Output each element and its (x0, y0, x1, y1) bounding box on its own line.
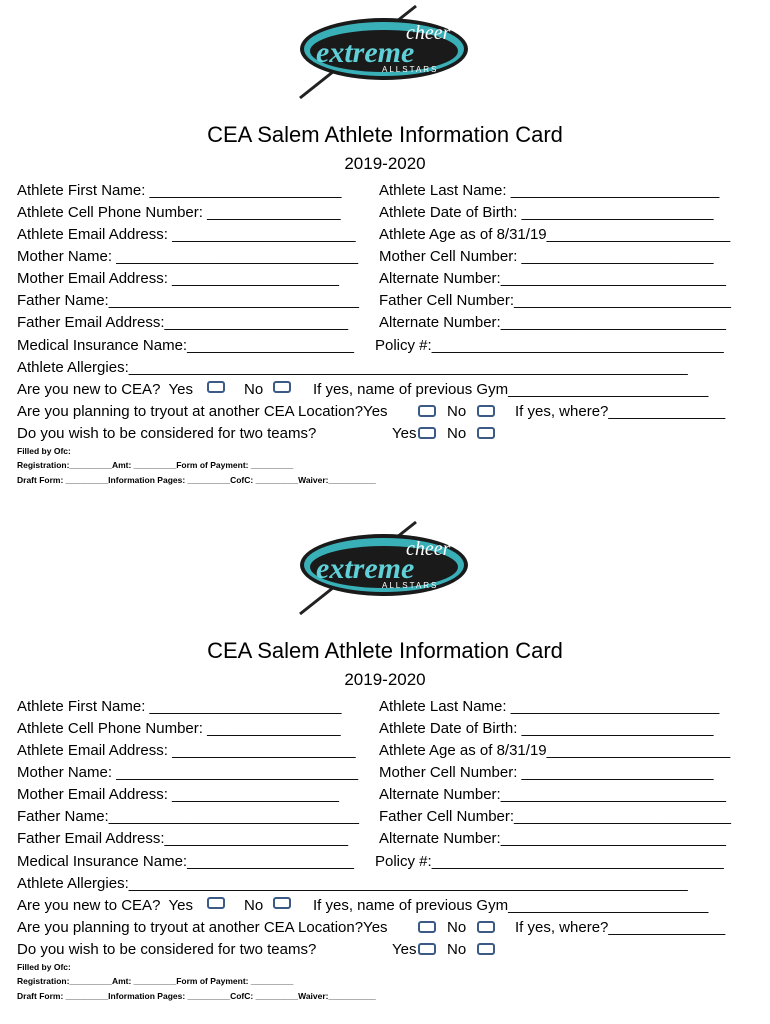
field-father-name[interactable]: Father Name:______________________________ (17, 808, 359, 825)
field-father-name[interactable]: Father Name:______________________________ (17, 292, 359, 309)
field-previous-gym[interactable]: If yes, name of previous Gym________________________ (313, 897, 709, 914)
field-tryout-where[interactable]: If yes, where?______________ (515, 403, 726, 420)
office-use-registration: Registration:_________Amt: _________Form of Payment: _________ (17, 976, 294, 986)
checkbox-tryout-no[interactable] (477, 921, 495, 933)
label-two-no: No (447, 941, 467, 958)
checkbox-new-yes[interactable] (207, 897, 225, 909)
field-father-email[interactable]: Father Email Address:______________________ (17, 314, 349, 331)
checkbox-two-yes[interactable] (418, 427, 436, 439)
label-new-no: No (244, 897, 264, 914)
field-father-cell[interactable]: Father Cell Number:__________________________ (379, 808, 731, 825)
label-two-yes: Yes (392, 425, 417, 442)
logo-word-cheer: cheer (406, 538, 451, 560)
field-mother-alternate[interactable]: Alternate Number:___________________________ (379, 270, 726, 287)
field-medical-insurance[interactable]: Medical Insurance Name:____________________ (17, 337, 354, 354)
office-use-heading: Filled by Ofc: (17, 446, 71, 456)
checkbox-new-yes[interactable] (207, 381, 225, 393)
cheer-extreme-logo (296, 520, 472, 618)
field-mother-email[interactable]: Mother Email Address: ____________________ (17, 786, 339, 803)
cheer-extreme-logo (296, 4, 472, 102)
field-mother-cell[interactable]: Mother Cell Number: _______________________ (379, 764, 714, 781)
logo-word-extreme: extreme (316, 552, 415, 585)
logo-word-cheer: cheer (406, 22, 451, 44)
office-use-draft-form: Draft Form: _________Information Pages: _________CofC: _________Waiver:__________ (17, 475, 376, 485)
field-athlete-first-name[interactable]: Athlete First Name: _______________________ (17, 698, 342, 715)
office-use-registration: Registration:_________Amt: _________Form of Payment: _________ (17, 460, 294, 470)
card-title: CEA Salem Athlete Information Card (207, 122, 563, 147)
question-new-to-cea: Are you new to CEA? Yes (17, 897, 193, 914)
field-athlete-dob[interactable]: Athlete Date of Birth: _______________________ (379, 720, 714, 737)
logo-word-allstars: ALLSTARS (382, 65, 439, 74)
label-tryout-no: No (447, 919, 467, 936)
question-new-to-cea: Are you new to CEA? Yes (17, 381, 193, 398)
logo-word-allstars: ALLSTARS (382, 581, 439, 590)
field-policy-number[interactable]: Policy #:___________________________________ (375, 337, 724, 354)
field-mother-alternate[interactable]: Alternate Number:___________________________ (379, 786, 726, 803)
checkbox-tryout-yes[interactable] (418, 921, 436, 933)
checkbox-tryout-yes[interactable] (418, 405, 436, 417)
checkbox-two-yes[interactable] (418, 943, 436, 955)
field-allergies[interactable]: Athlete Allergies:___________________________________________________________________ (17, 875, 688, 892)
season-year: 2019-2020 (344, 154, 426, 173)
field-athlete-email[interactable]: Athlete Email Address: ______________________ (17, 226, 356, 243)
checkbox-tryout-no[interactable] (477, 405, 495, 417)
field-father-alternate[interactable]: Alternate Number:___________________________ (379, 830, 726, 847)
field-previous-gym[interactable]: If yes, name of previous Gym________________________ (313, 381, 709, 398)
field-mother-name[interactable]: Mother Name: _____________________________ (17, 248, 359, 265)
season-year: 2019-2020 (344, 670, 426, 689)
logo-word-extreme: extreme (316, 36, 415, 69)
field-athlete-first-name[interactable]: Athlete First Name: _______________________ (17, 182, 342, 199)
field-mother-name[interactable]: Mother Name: _____________________________ (17, 764, 359, 781)
label-new-no: No (244, 381, 264, 398)
question-tryout-elsewhere: Are you planning to tryout at another CEA Location?Yes (17, 403, 388, 420)
label-two-yes: Yes (392, 941, 417, 958)
field-athlete-email[interactable]: Athlete Email Address: ______________________ (17, 742, 356, 759)
label-tryout-no: No (447, 403, 467, 420)
field-father-alternate[interactable]: Alternate Number:___________________________ (379, 314, 726, 331)
field-medical-insurance[interactable]: Medical Insurance Name:____________________ (17, 853, 354, 870)
field-father-email[interactable]: Father Email Address:______________________ (17, 830, 349, 847)
checkbox-two-no[interactable] (477, 943, 495, 955)
field-athlete-cell-phone[interactable]: Athlete Cell Phone Number: ________________ (17, 720, 341, 737)
field-mother-cell[interactable]: Mother Cell Number: _______________________ (379, 248, 714, 265)
field-tryout-where[interactable]: If yes, where?______________ (515, 919, 726, 936)
field-athlete-last-name[interactable]: Athlete Last Name: _________________________ (379, 182, 720, 199)
question-two-teams: Do you wish to be considered for two teams? (17, 425, 317, 442)
question-two-teams: Do you wish to be considered for two teams? (17, 941, 317, 958)
field-father-cell[interactable]: Father Cell Number:__________________________ (379, 292, 731, 309)
checkbox-new-no[interactable] (273, 381, 291, 393)
field-athlete-cell-phone[interactable]: Athlete Cell Phone Number: ________________ (17, 204, 341, 221)
checkbox-two-no[interactable] (477, 427, 495, 439)
label-two-no: No (447, 425, 467, 442)
field-policy-number[interactable]: Policy #:___________________________________ (375, 853, 724, 870)
field-allergies[interactable]: Athlete Allergies:___________________________________________________________________ (17, 359, 688, 376)
question-tryout-elsewhere: Are you planning to tryout at another CEA Location?Yes (17, 919, 388, 936)
field-athlete-dob[interactable]: Athlete Date of Birth: _______________________ (379, 204, 714, 221)
checkbox-new-no[interactable] (273, 897, 291, 909)
field-athlete-last-name[interactable]: Athlete Last Name: _________________________ (379, 698, 720, 715)
office-use-heading: Filled by Ofc: (17, 962, 71, 972)
card-title: CEA Salem Athlete Information Card (207, 638, 563, 663)
field-mother-email[interactable]: Mother Email Address: ____________________ (17, 270, 339, 287)
field-athlete-age[interactable]: Athlete Age as of 8/31/19______________________ (379, 742, 731, 759)
office-use-draft-form: Draft Form: _________Information Pages: _________CofC: _________Waiver:__________ (17, 991, 376, 1001)
field-athlete-age[interactable]: Athlete Age as of 8/31/19______________________ (379, 226, 731, 243)
